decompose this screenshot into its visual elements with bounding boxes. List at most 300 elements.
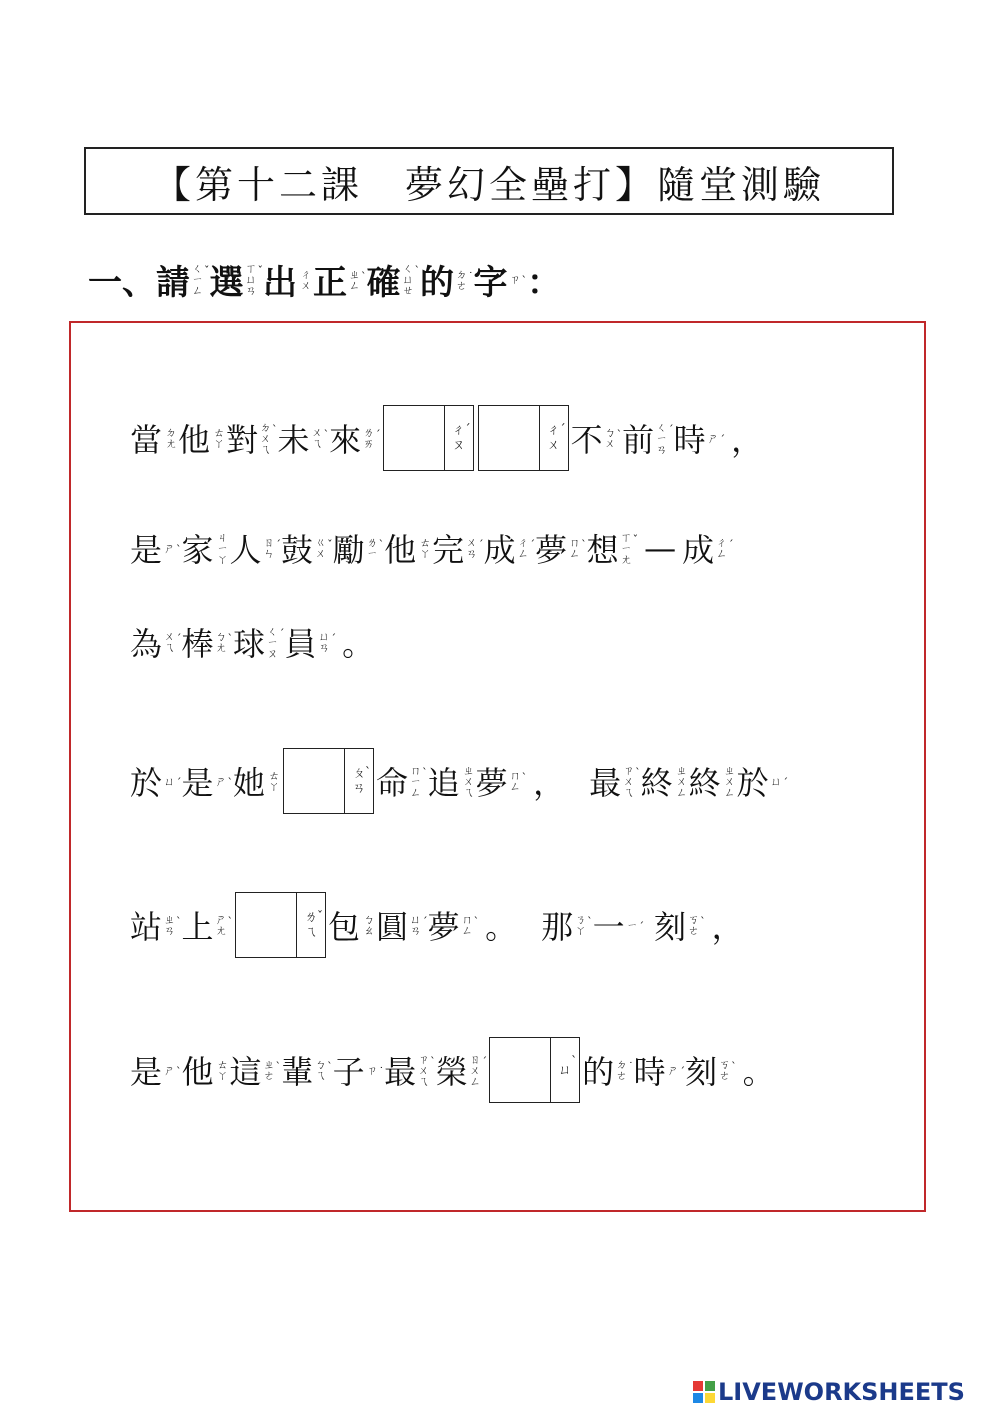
zhuyin-symbol: ㄗ — [623, 763, 635, 777]
zhuyin-symbol: ㄅ — [604, 426, 616, 439]
char: 當 ㄉ ㄤ — [130, 421, 177, 459]
zhuyin-symbol: ㄨ — [418, 1063, 430, 1077]
zhuyin-symbol: ㄖ — [469, 1052, 481, 1066]
passage-line-4 — [130, 745, 788, 817]
logo-square — [693, 1381, 703, 1391]
tone-mark: ˙ — [468, 269, 474, 283]
zhuyin — [723, 765, 737, 798]
zhuyin-symbol: ㄑ — [267, 624, 279, 638]
zhuyin-symbol: ㄇ — [509, 769, 521, 782]
zhuyin — [418, 537, 432, 559]
tone-mark: ˋ — [700, 915, 706, 928]
zhuyin — [315, 537, 333, 559]
zhuyin-symbol: ㄚ — [268, 780, 280, 793]
zhuyin-symbol: ㄐ — [217, 530, 229, 544]
zhuyin-symbol: ㄆ — [352, 766, 366, 781]
punctuation: ， — [711, 908, 744, 946]
char: 終 ㄓ ㄨ ㄥ — [688, 763, 736, 802]
zhuyin-symbol: ㄩ — [318, 630, 330, 643]
passage-line-2 — [130, 512, 734, 584]
punctuation: ， — [533, 764, 566, 802]
zhuyin — [418, 1054, 436, 1087]
tone-mark: ˊ — [330, 632, 337, 645]
zhuyin-symbol: ㄜ — [688, 924, 700, 937]
char: 一 ㄧ ˊ — [592, 908, 645, 946]
zhuyin-symbol: ㄤ — [215, 641, 227, 654]
zhuyin-symbol: ㄤ — [165, 437, 177, 450]
zhuyin-symbol: ㄩ — [245, 273, 257, 286]
char: 來 ㄌ ㄞ ˊ — [329, 421, 381, 459]
zhuyin-symbol: ㄧ — [217, 541, 229, 555]
char: 刻 ㄎ ㄜ ˋ — [685, 1053, 737, 1091]
zhuyin — [216, 914, 234, 936]
zhuyin-symbol: ㄉ — [260, 420, 272, 434]
zhuyin-symbol: ㄢ — [656, 442, 668, 456]
zhuyin — [319, 631, 337, 653]
zhuyin-symbol: ㄕ — [164, 541, 176, 555]
liveworksheets-logo[interactable] — [693, 1377, 965, 1407]
zhuyin-symbol: ㄚ — [575, 924, 587, 937]
answer-zhuyin — [540, 406, 568, 470]
zhuyin-symbol: ㄡ — [452, 438, 466, 453]
zhuyin-symbol: ㄨ — [311, 426, 323, 439]
zhuyin-symbol: ㄔ — [716, 536, 728, 549]
zhuyin — [466, 537, 484, 559]
zhuyin-symbol: ㄢ — [352, 781, 366, 796]
zhuyin-symbol: ㄨ — [623, 774, 635, 788]
char: 夢 ㄇ ㄥ ˋ — [535, 531, 587, 569]
zhuyin-symbol: ㄥ — [569, 547, 581, 560]
zhuyin — [164, 775, 182, 788]
char: 追 ㄓ ㄨ ㄟ — [427, 763, 475, 802]
zhuyin-symbol: ㄧ — [656, 431, 668, 445]
zhuyin — [616, 1059, 634, 1081]
answer-box[interactable] — [283, 748, 374, 814]
char — [474, 255, 528, 304]
zhuyin-symbol: ㄊ — [213, 426, 225, 439]
zhuyin — [312, 427, 330, 449]
zhuyin — [470, 1054, 488, 1087]
tone-mark: ˊ — [559, 422, 566, 436]
zhuyin-symbol: ㄍ — [315, 536, 327, 549]
answer-input[interactable] — [236, 893, 297, 957]
zhuyin-symbol: ㄥ — [509, 780, 521, 793]
zhuyin — [264, 537, 282, 559]
answer-box[interactable] — [478, 405, 569, 471]
zhuyin-symbol: ㄑ — [402, 262, 414, 275]
zhuyin-symbol: ㄢ — [245, 284, 257, 297]
zhuyin — [363, 427, 381, 449]
char — [263, 255, 313, 304]
zhuyin-symbol: ㄔ — [300, 267, 312, 281]
char — [313, 255, 367, 304]
zhuyin-symbol: ㄨ — [260, 431, 272, 445]
answer-zhuyin — [345, 749, 373, 813]
tone-mark: ˊ — [176, 775, 182, 789]
tone-mark: ˊ — [782, 775, 789, 789]
char: 於 ㄩ ˊ — [130, 764, 182, 802]
answer-box[interactable] — [489, 1037, 580, 1103]
zhuyin-symbol: ㄤ — [215, 924, 227, 937]
zhuyin — [623, 765, 641, 798]
zhuyin-symbol: ㄓ — [724, 763, 736, 777]
answer-input[interactable] — [490, 1038, 551, 1102]
char: 圓 ㄩ ㄢ ˊ — [376, 908, 428, 946]
zhuyin-symbol: ㄗ — [366, 1063, 378, 1077]
zhuyin-symbol: ㄥ — [676, 785, 688, 799]
tone-mark: ˋ — [323, 428, 330, 441]
tone-mark: ˊ — [638, 919, 645, 933]
zhuyin-symbol: ㄓ — [263, 1058, 275, 1071]
zhuyin-symbol: ㄔ — [547, 423, 561, 438]
zhuyin — [212, 427, 226, 449]
tone-mark: ˋ — [176, 542, 182, 556]
zhuyin — [656, 422, 674, 455]
zhuyin-symbol: ㄓ — [463, 763, 475, 777]
char: 時 ㄕ ˊ — [673, 421, 726, 459]
zhuyin-symbol: ㄚ — [217, 1069, 229, 1082]
zhuyin-symbol: ㄥ — [349, 278, 360, 292]
zhuyin — [246, 263, 264, 296]
char: 員 ㄩ ㄢ ˊ — [284, 625, 337, 663]
char: 包 ㄅ ㄠ — [328, 908, 375, 946]
char: 於 ㄩ ˊ — [736, 764, 789, 802]
zhuyin-symbol: ㄋ — [575, 913, 587, 926]
char: 夢 ㄇ ㄥ ˋ — [427, 908, 480, 946]
zhuyin — [164, 542, 182, 555]
passage-line-5 — [130, 889, 750, 961]
zhuyin-symbol: ㄧ — [267, 635, 279, 649]
zhuyin — [518, 537, 536, 559]
zhuyin — [510, 770, 528, 792]
zhuyin-symbol: ㄅ — [315, 1058, 327, 1071]
zhuyin — [315, 1059, 333, 1081]
char — [420, 255, 474, 304]
han-char: 出 — [263, 263, 297, 303]
answer-input[interactable] — [479, 406, 540, 470]
zhuyin-symbol: ㄌ — [304, 910, 318, 925]
zhuyin-symbol: ㄠ — [363, 924, 375, 937]
zhuyin — [164, 914, 182, 936]
answer-box[interactable] — [235, 892, 326, 958]
zhuyin-symbol: ㄌ — [363, 426, 375, 439]
zhuyin-symbol: ㄜ — [719, 1069, 731, 1082]
char: 對 ㄉ ㄨ ㄟ ˋ — [226, 420, 278, 459]
zhuyin — [675, 765, 689, 798]
char — [210, 255, 264, 304]
tone-mark: ˊ — [719, 432, 726, 446]
zhuyin — [367, 537, 385, 559]
question-number: 一、 — [88, 263, 156, 303]
zhuyin-symbol: ㄇ — [410, 763, 422, 777]
answer-zhuyin — [551, 1038, 579, 1102]
zhuyin-symbol: ㄩ — [770, 774, 782, 788]
zhuyin-symbol: ㄇ — [461, 913, 473, 926]
logo-square — [705, 1393, 715, 1403]
tone-mark: ˋ — [616, 428, 623, 441]
zhuyin — [164, 631, 182, 653]
instruction-text — [156, 255, 527, 304]
answer-zhuyin — [445, 406, 473, 470]
tone-mark: ˊ — [728, 538, 734, 551]
tone-mark: ˊ — [529, 538, 536, 551]
tone-mark: ˊ — [464, 422, 471, 436]
tone-mark: ˊ — [668, 422, 674, 436]
zhuyin-symbol: ㄓ — [349, 267, 360, 281]
tone-mark: ˊ — [679, 1064, 686, 1078]
zhuyin — [462, 765, 476, 798]
zhuyin-symbol: ㄟ — [304, 925, 318, 940]
zhuyin — [349, 269, 367, 291]
zhuyin-symbol: ㄜ — [263, 1069, 275, 1082]
zhuyin-symbol: ㄨ — [547, 438, 561, 453]
char: 他 ㄊ ㄚ — [178, 421, 225, 459]
zhuyin — [362, 914, 376, 936]
tone-mark: ˋ — [473, 915, 480, 928]
char: 時 ㄕ ˊ — [633, 1053, 686, 1091]
han-char: 字 — [473, 263, 508, 303]
char: 子 ㄗ ˙ — [332, 1053, 385, 1091]
zhuyin-symbol: ㄟ — [463, 785, 475, 799]
zhuyin-symbol: ㄥ — [517, 547, 529, 560]
tone-mark: ˋ — [227, 632, 234, 645]
zhuyin-symbol: ㄨ — [463, 774, 475, 788]
zhuyin-symbol: ㄥ — [410, 785, 422, 799]
zhuyin-symbol: ㄩ — [558, 1062, 572, 1078]
tone-mark: ˇ — [632, 532, 639, 546]
zhuyin-symbol: ㄇ — [569, 536, 581, 549]
zhuyin — [260, 422, 278, 455]
dash: — — [644, 529, 677, 567]
zhuyin — [456, 269, 474, 291]
tone-mark: ˇ — [317, 909, 324, 923]
zhuyin-symbol: ㄩ — [164, 774, 176, 788]
tone-mark: ˋ — [176, 1064, 182, 1078]
han-char: 的 — [420, 263, 454, 303]
answer-zhuyin — [297, 893, 325, 957]
zhuyin-symbol: ㄎ — [688, 913, 700, 926]
zhuyin-symbol: ㄝ — [402, 284, 414, 297]
zhuyin-symbol: ㄗ — [418, 1052, 430, 1066]
han-char: 確 — [366, 263, 401, 303]
char: 鼓 ㄍ ㄨ ˇ — [281, 531, 333, 569]
han-char: 選 — [209, 263, 244, 303]
char: 人 ㄖ ㄣ ˊ — [229, 531, 282, 569]
char: 榮 ㄖ ㄨ ㄥ ˊ — [435, 1052, 488, 1091]
han-char: 正 — [313, 263, 347, 303]
zhuyin — [605, 427, 623, 449]
tone-mark: ˋ — [571, 1054, 578, 1068]
tone-mark: ˋ — [227, 915, 234, 928]
zhuyin-symbol: ㄥ — [724, 785, 736, 799]
answer-input[interactable] — [284, 749, 345, 813]
zhuyin — [367, 1064, 385, 1077]
instruction-colon: ： — [527, 263, 561, 303]
passage-line-1 — [130, 402, 769, 474]
char — [367, 255, 421, 304]
zhuyin-symbol: ㄊ — [217, 1058, 229, 1071]
zhuyin — [216, 775, 234, 788]
zhuyin — [719, 1059, 737, 1081]
tone-mark: ˊ — [481, 1054, 488, 1068]
han-char: 請 — [156, 263, 190, 303]
logo-square — [705, 1381, 715, 1391]
char: 夢 ㄇ ㄥ ˋ — [475, 764, 528, 802]
tone-mark: ˋ — [365, 765, 372, 779]
zhuyin-symbol: ㄥ — [192, 284, 203, 297]
logo-text: LIVEWORKSHEETS — [718, 1378, 965, 1406]
zhuyin — [771, 775, 789, 788]
char: 那 ㄋ ㄚ ˋ — [541, 908, 593, 946]
zhuyin-symbol: ㄒ — [245, 262, 257, 275]
zhuyin-symbol: ㄑ — [656, 420, 668, 434]
zhuyin-symbol: ㄑ — [192, 262, 203, 275]
zhuyin-symbol: ㄨ — [724, 774, 736, 788]
zhuyin-symbol: ㄕ — [667, 1063, 679, 1077]
char: 的 ㄉ ㄜ ˙ — [582, 1053, 634, 1091]
zhuyin-symbol: ㄉ — [165, 426, 177, 439]
zhuyin-symbol: ㄜ — [456, 278, 467, 292]
zhuyin-symbol: ㄜ — [616, 1069, 628, 1082]
char: 最 ㄗ ㄨ ㄟ ˋ — [384, 1052, 436, 1091]
char — [156, 255, 210, 304]
tone-mark: ˙ — [628, 1060, 634, 1073]
char: 棒 ㄅ ㄤ ˋ — [181, 625, 234, 663]
tone-mark: ˋ — [430, 1054, 436, 1068]
tone-mark: ˊ — [422, 915, 428, 928]
char: 為 ㄨ ㄟ ˊ — [130, 625, 182, 663]
zhuyin — [621, 532, 639, 565]
answer-input[interactable] — [384, 406, 445, 470]
punctuation: ， — [731, 421, 764, 459]
answer-box[interactable] — [383, 405, 474, 471]
tone-mark: ˋ — [275, 1060, 282, 1073]
zhuyin-symbol: ㄟ — [164, 641, 176, 654]
tone-mark: ˊ — [275, 538, 282, 551]
zhuyin — [299, 269, 313, 291]
char: 命 ㄇ ㄧ ㄥ ˋ — [376, 763, 428, 802]
zhuyin — [462, 914, 480, 936]
tone-mark: ˇ — [327, 538, 333, 551]
tone-mark: ˊ — [478, 538, 484, 551]
char: 他 ㄊ ㄚ — [181, 1053, 229, 1091]
logo-square — [693, 1393, 703, 1403]
char: 不 ㄅ ㄨ ˋ — [570, 421, 623, 459]
char: 前 ㄑ ㄧ ㄢ ˊ — [622, 420, 674, 459]
worksheet-title: 【第十二課 夢幻全壘打】隨堂測驗 — [84, 147, 894, 215]
punctuation: 。 — [742, 1053, 775, 1091]
zhuyin-symbol: ㄥ — [469, 1074, 481, 1088]
zhuyin-symbol: ㄧ — [192, 273, 203, 286]
tone-mark: ˋ — [521, 771, 528, 784]
zhuyin — [708, 432, 726, 445]
zhuyin-symbol: ㄢ — [466, 547, 478, 560]
char: 成 ㄔ ㄥ ˊ — [682, 531, 734, 569]
zhuyin — [192, 263, 210, 296]
zhuyin — [575, 914, 593, 936]
zhuyin-symbol: ㄉ — [456, 267, 467, 281]
passage-line-6 — [130, 1034, 781, 1106]
tone-mark: ˋ — [581, 538, 587, 551]
zhuyin — [716, 537, 734, 559]
zhuyin — [216, 631, 234, 653]
zhuyin — [688, 914, 706, 936]
zhuyin — [569, 537, 587, 559]
zhuyin — [216, 532, 230, 565]
zhuyin-symbol: ㄅ — [363, 913, 375, 926]
char: 她 ㄊ ㄚ — [233, 764, 280, 802]
zhuyin-symbol: ㄕ — [164, 1063, 176, 1077]
zhuyin-symbol: ㄨ — [604, 437, 616, 450]
tone-mark: ˋ — [176, 915, 182, 928]
zhuyin-symbol: ㄢ — [410, 924, 422, 937]
zhuyin-symbol: ㄔ — [452, 423, 466, 438]
logo-icon — [693, 1381, 715, 1403]
tone-mark: ˊ — [375, 428, 381, 441]
tone-mark: ˋ — [378, 538, 385, 551]
tone-mark: ˋ — [521, 274, 527, 287]
char: 站 ㄓ ㄢ ˋ — [130, 908, 182, 946]
zhuyin-symbol: ㄒ — [620, 530, 632, 544]
zhuyin-symbol: ㄓ — [676, 763, 688, 777]
zhuyin-symbol: ㄨ — [469, 1063, 481, 1077]
zhuyin-symbol: ㄟ — [418, 1074, 430, 1088]
tone-mark: ˋ — [272, 422, 278, 436]
tone-mark: ˋ — [361, 269, 367, 283]
zhuyin-symbol: ㄞ — [363, 437, 375, 450]
zhuyin-symbol: ㄩ — [402, 273, 414, 286]
zhuyin-symbol: ㄢ — [164, 924, 176, 937]
zhuyin-symbol: ㄕ — [215, 913, 227, 926]
tone-mark: ˇ — [257, 264, 263, 277]
char: 勵 ㄌ ㄧ ˋ — [332, 531, 385, 569]
zhuyin-symbol: ㄟ — [311, 437, 323, 450]
zhuyin-symbol: ㄖ — [263, 536, 275, 549]
tone-mark: ˊ — [176, 632, 182, 645]
zhuyin-symbol: ㄚ — [217, 552, 229, 566]
zhuyin-symbol: ㄨ — [466, 536, 478, 549]
zhuyin-symbol: ㄢ — [318, 641, 330, 654]
zhuyin-symbol: ㄕ — [215, 774, 227, 788]
zhuyin-symbol: ㄟ — [260, 442, 272, 456]
char: 輩 ㄅ ㄟ ˋ — [281, 1053, 333, 1091]
passage-line-3 — [130, 606, 380, 678]
zhuyin — [410, 765, 428, 798]
zhuyin-symbol: ㄧ — [620, 541, 632, 555]
tone-mark: ˋ — [422, 765, 428, 779]
tone-mark: ˋ — [327, 1060, 333, 1073]
zhuyin-symbol: ㄔ — [517, 536, 529, 549]
tone-mark: ˋ — [635, 765, 641, 779]
zhuyin-symbol: ㄊ — [419, 536, 431, 549]
char: 終 ㄓ ㄨ ㄥ — [640, 763, 688, 802]
zhuyin-symbol: ㄧ — [366, 547, 378, 560]
tone-mark: ˋ — [414, 264, 420, 277]
zhuyin — [267, 770, 281, 792]
zhuyin-symbol: ㄨ — [315, 547, 327, 560]
char: 成 ㄔ ㄥ ˊ — [483, 531, 536, 569]
tone-mark: ˊ — [279, 626, 285, 640]
zhuyin — [510, 273, 528, 286]
zhuyin-symbol: ㄗ — [509, 273, 521, 286]
tone-mark: ˋ — [731, 1060, 737, 1073]
tone-mark: ˋ — [227, 775, 234, 789]
zhuyin-symbol: ㄚ — [213, 437, 225, 450]
zhuyin-symbol: ㄎ — [719, 1058, 731, 1071]
instruction — [88, 248, 561, 304]
zhuyin-symbol: ㄩ — [410, 913, 422, 926]
zhuyin-symbol: ㄊ — [268, 769, 280, 782]
